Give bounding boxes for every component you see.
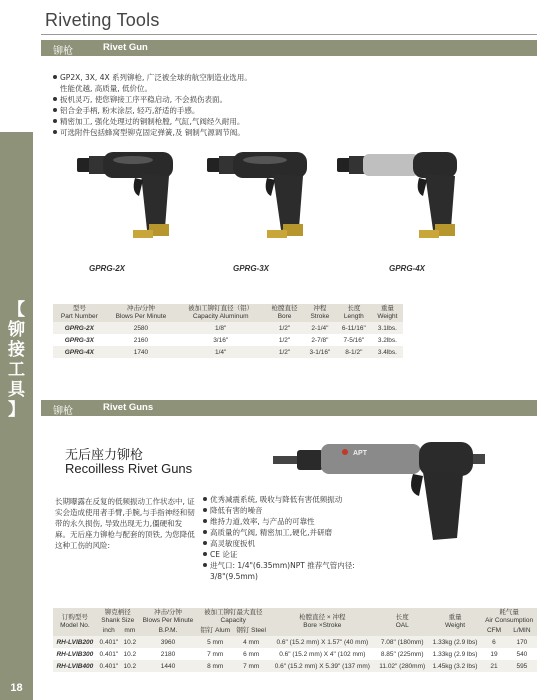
table-cell: 6 mm [243, 650, 260, 658]
table-header-cell: 枪膛直径 × 冲程 Bore ×Stroke [299, 614, 346, 629]
table-header-cell: 重量 Weight [377, 305, 398, 320]
table-cell: 1/2" [278, 348, 291, 356]
bullet-dot-icon [53, 130, 57, 134]
table-header-cell: 铆克柄径 Shank Size [101, 609, 135, 624]
table-cell: 10.2 [123, 638, 137, 646]
table-cell: RH-LVIB200 [56, 638, 94, 646]
table-header-cell: inch [102, 627, 115, 634]
bullet-item [203, 505, 355, 516]
table-header-row [53, 304, 403, 322]
tool-label: GPRG-4X [389, 264, 426, 273]
bullet-dot-icon [53, 119, 57, 123]
page-number: 18 [0, 677, 33, 700]
vertical-title-char: 具 [8, 380, 25, 400]
bullet-text: 3/8"(9.5mm) [210, 572, 258, 581]
table-header-row [53, 608, 537, 626]
table-header-cell: 长度 OAL [395, 614, 409, 629]
table-cell: 1440 [160, 662, 176, 670]
table-header-cell: 被加工铆钉最大直径 Capacity [203, 609, 263, 624]
section-bar-rivet-guns [41, 400, 537, 416]
vertical-title-char: 工 [8, 360, 25, 380]
recoilless-spec-table [53, 608, 537, 672]
table-cell: 1/2" [278, 324, 291, 332]
table-cell: 3.1lbs. [377, 324, 397, 332]
table-cell: 595 [516, 662, 528, 670]
bullet-dot-icon [53, 108, 57, 112]
table-cell: 7 mm [207, 650, 224, 658]
table-cell: 6 [492, 638, 496, 646]
bullet-item [203, 527, 355, 538]
table-cell: 3960 [160, 638, 176, 646]
table-cell: 8-1/2" [345, 348, 363, 356]
table-header-cell: B.P.M. [158, 627, 178, 634]
rivet-gun-4x-image [333, 140, 483, 255]
table-cell: 8 mm [207, 662, 224, 670]
table-header-cell: CFM [486, 627, 502, 634]
vertical-title-char: 】 [8, 400, 25, 420]
bullet-dot-icon [203, 530, 207, 534]
bullet-text: 可选附件包括蜂窝型铆克固定弹簧,及 铜制气源调节阀。 [60, 128, 245, 137]
section-title-en: Rivet Guns [103, 402, 154, 413]
table-cell: 6-11/16" [341, 324, 366, 332]
bullet-item [203, 516, 355, 527]
table-cell: 170 [516, 638, 528, 646]
bullet-text: 高质量的气阀, 精密加工,硬化,并研磨 [210, 528, 333, 537]
table-cell: 1/8" [215, 324, 227, 332]
product-heading-cn: 无后座力铆枪 [65, 448, 144, 463]
table-cell: GPRG-2X [64, 324, 94, 332]
brand-logo-text: APT [353, 450, 367, 457]
bullet-text: 扳机灵巧, 使您铆接工序平稳启动, 不会损伤表面。 [60, 95, 228, 104]
table-cell: 540 [516, 650, 528, 658]
table-cell: 19 [490, 650, 498, 658]
section-title-cn: 铆枪 [53, 46, 73, 57]
table-cell: 8.85" (225mm) [380, 650, 424, 658]
bullet-dot-icon [203, 552, 207, 556]
feature-bullet-list [203, 494, 355, 582]
bullet-dot-icon [203, 541, 207, 545]
bullet-text: 维持力道,效率, 与产品的可靠性 [210, 517, 315, 526]
table-cell: 2180 [160, 650, 176, 658]
table-cell: RH-LVIB300 [56, 650, 94, 658]
table-cell: 0.6" (15.2 mm) X 4" (102 mm) [279, 650, 366, 658]
section-bar-rivet-gun [41, 40, 537, 56]
table-header-cell: 铝钉 Alum [200, 627, 230, 634]
bullet-item [203, 538, 355, 549]
table-cell: 2160 [133, 336, 149, 344]
bullet-item [53, 127, 252, 138]
table-cell: 11.02" (280mm) [379, 662, 426, 670]
bullet-text: CE 论证 [210, 550, 238, 559]
table-cell: 2-1/4" [311, 324, 329, 332]
tool-label: GPRG-3X [233, 264, 270, 273]
table-cell: 0.6" (15.2 mm) X 1.57" (40 mm) [276, 638, 369, 646]
bullet-item [203, 560, 355, 571]
table-cell: 7.08" (180mm) [380, 638, 424, 646]
table-cell: 1/2" [278, 336, 291, 344]
bullet-text: 降低有害的噪音 [210, 506, 263, 515]
bullet-text: 精密加工, 强化处理过的铜制枪膛, 气缸,气阀经久耐用。 [60, 117, 245, 126]
vertical-title-char: 接 [8, 340, 25, 360]
table-header-cell: 被加工铆钉直径（铝） Capacity Aluminum [188, 305, 254, 320]
bullet-text: GP2X, 3X, 4X 系列铆枪, 广泛被全球的航空制造业选用。 [60, 73, 252, 82]
table-cell: 10.2 [123, 662, 137, 670]
page-content [33, 0, 537, 700]
table-cell: 7 mm [243, 662, 260, 670]
bullet-dot-icon [203, 508, 207, 512]
table-cell: 0.401" [99, 638, 119, 646]
bullet-item [53, 83, 252, 94]
table-cell: 3/16" [213, 336, 229, 344]
table-header-cell: 重量 Weight [445, 614, 466, 629]
table-cell: 4 mm [243, 638, 260, 646]
table-cell: 10.2 [123, 650, 137, 658]
table-header-cell: 冲程 Stroke [310, 305, 330, 320]
section-title-en: Rivet Gun [103, 42, 148, 53]
table-cell: GPRG-4X [64, 348, 94, 356]
table-cell: 1.33kg (2.9 lbs) [432, 638, 478, 646]
header-divider [41, 34, 537, 35]
table-row [53, 660, 537, 672]
table-cell: GPRG-3X [64, 336, 94, 344]
table-row [53, 648, 537, 660]
bullet-text: 优秀减震系统, 吸收与降低有害低频振动 [210, 495, 343, 504]
bullet-dot-icon [203, 563, 207, 567]
table-cell: 5 mm [207, 638, 224, 646]
table-cell: 0.6" (15.2 mm) X 5.39" (137 mm) [274, 662, 370, 670]
bullet-item [53, 94, 252, 105]
bullet-item [203, 494, 355, 505]
table-cell: 3-1/16" [309, 348, 331, 356]
feature-bullet-list [53, 72, 252, 138]
table-cell: 3.2lbs. [377, 336, 397, 344]
table-cell: 2-7/8" [311, 336, 329, 344]
table-row [53, 636, 537, 648]
vertical-title-char: 【 [8, 300, 25, 320]
table-header-cell: 长度 Length [343, 305, 364, 320]
table-cell: RH-LVIB400 [56, 662, 94, 670]
bullet-text: 进气口: 1/4"(6.35mm)NPT 推荐气管内径: [210, 561, 355, 570]
table-cell: 0.401" [99, 662, 119, 670]
bullet-item [53, 105, 252, 116]
table-cell: 3.4lbs. [377, 348, 397, 356]
table-header-cell: mm [124, 627, 136, 634]
rivet-gun-2x-image [73, 140, 203, 255]
rivet-gun-spec-table [53, 304, 403, 358]
table-header-cell: 耗气量 Air Consumption [485, 609, 534, 624]
bullet-dot-icon [203, 519, 207, 523]
bullet-text: 高灵敏度扳机 [210, 539, 255, 548]
bullet-item [203, 571, 355, 582]
description-paragraph: 长期曝露在反复的低频振动工作状态中, 证实会造成使用者手臂,手腕,与手指神经和韧带的永久损伤, 导致出现无力,僵硬和发麻。无后座力铆枪与配套的顶铁, 为您降低这种工伤的风险: [55, 497, 195, 550]
table-row [53, 346, 403, 358]
sidebar [0, 0, 33, 700]
table-header-cell: 型号 Part Number [60, 305, 98, 320]
table-cell: 1.45kg (3.2 lbs) [432, 662, 478, 670]
page-title: Riveting Tools [45, 10, 160, 30]
table-header-cell: 冲击/分钟 Blows Per Minute [142, 609, 194, 624]
bullet-text: 性能优越, 高质量, 低价位。 [60, 84, 153, 93]
bullet-item [53, 116, 252, 127]
table-cell: 2580 [133, 324, 149, 332]
table-cell: 7-5/16" [343, 336, 365, 344]
table-header-cell: L/MIN [513, 627, 531, 634]
vertical-title-char: 铆 [8, 320, 25, 340]
table-cell: 21 [490, 662, 498, 670]
bullet-dot-icon [53, 75, 57, 79]
table-header-cell: 枪膛直径 Bore [271, 305, 298, 320]
bullet-text: 铝合金手柄, 粉末涂层, 轻巧,舒适的手感。 [60, 106, 200, 115]
table-header-cell: 钢钉 Steel [236, 627, 266, 634]
product-heading-en: Recoilless Rivet Guns [65, 461, 193, 476]
table-cell: 1.33kg (2.9 lbs) [432, 650, 478, 658]
table-row [53, 334, 403, 346]
table-cell: 0.401" [99, 650, 119, 658]
table-cell: 1740 [133, 348, 149, 356]
table-header-cell: 冲击/分钟 Blows Per Minute [115, 305, 167, 320]
table-cell: 1/4" [215, 348, 227, 356]
bullet-dot-icon [53, 97, 57, 101]
bullet-item [53, 72, 252, 83]
bullet-item [203, 549, 355, 560]
sidebar-vertical-title [0, 300, 33, 420]
tool-label: GPRG-2X [89, 264, 126, 273]
rivet-gun-3x-image [203, 140, 333, 255]
section-title-cn: 铆枪 [53, 406, 73, 417]
table-header-cell: 订购型号 Model No. [60, 614, 90, 629]
bullet-dot-icon [203, 497, 207, 501]
table-row [53, 322, 403, 334]
